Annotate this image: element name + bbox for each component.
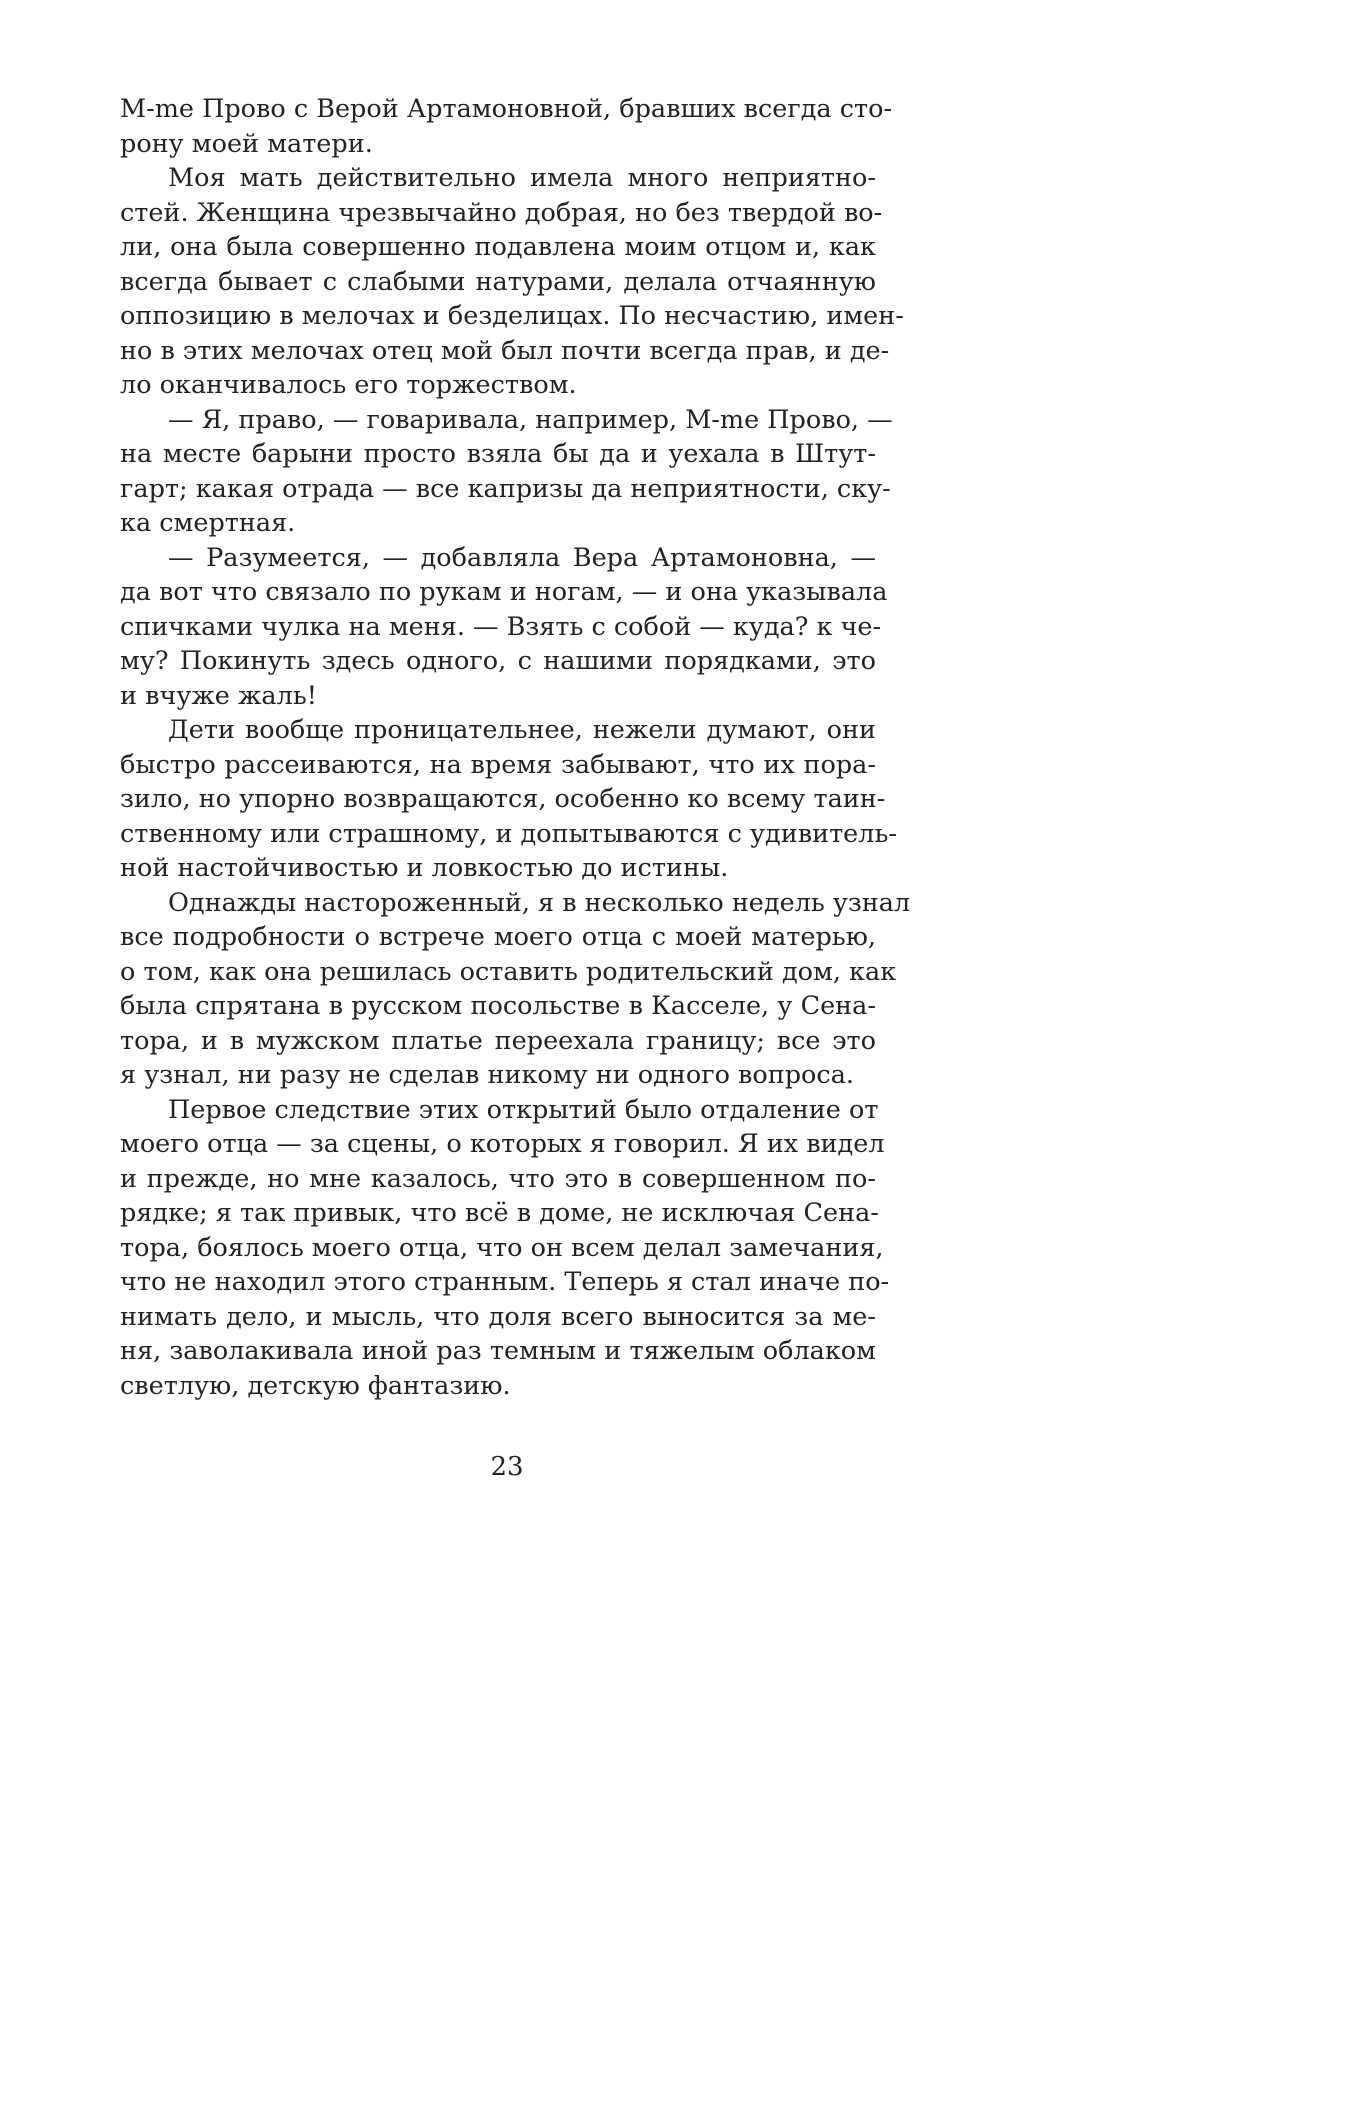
text-line: Моя мать действительно имела много неприятно-	[168, 163, 876, 193]
text-line: M-me Прово с Верой Артамоновной, бравших всегда сто-	[120, 94, 893, 124]
text-line: — Я, право, — говаривала, например, M-me Прово, —	[168, 404, 893, 435]
text-line: Дети вообще проницательнее, нежели думают, они	[168, 715, 876, 745]
text-line: тора, и в мужском платье переехала границу; все это	[120, 1025, 876, 1056]
text-line: но в этих мелочах отец мой был почти всегда прав, и де-	[120, 335, 890, 366]
text-line: Однажды настороженный, я в несколько недель узнал	[168, 887, 911, 918]
text-line: о том, как она решилась оставить родительский дом, как	[120, 956, 897, 987]
text-line: гарт; какая отрада — все капризы да неприятности, ску-	[120, 473, 891, 504]
text-line: спичками чулка на меня. — Взять с собой — куда? к че-	[120, 611, 882, 642]
text-line: рядке; я так привык, что всё в доме, не исключая Сена-	[120, 1198, 879, 1228]
text-line: ственному или страшному, и допытываются с удивитель-	[120, 818, 897, 849]
paragraph	[120, 403, 893, 541]
text-line: что не находил этого странным. Теперь я стал иначе по-	[120, 1267, 890, 1297]
text-line: и вчуже жаль!	[120, 680, 317, 711]
text-line: стей. Женщина чрезвычайно добрая, но без твердой во-	[120, 197, 883, 228]
text-line: ло оканчивалось его торжеством.	[120, 370, 577, 400]
text-line: моего отца — за сцены, о которых я говорил. Я их видел	[120, 1129, 885, 1159]
text-line: светлую, детскую фантазию.	[120, 1370, 511, 1401]
paragraph	[120, 161, 904, 403]
text-line: всегда бывает с слабыми натурами, делала отчаянную	[120, 266, 876, 297]
text-line: — Разумеется, — добавляла Вера Артамоновна, —	[168, 542, 876, 573]
text-line: нимать дело, и мысль, что доля всего выносится за ме-	[120, 1301, 876, 1332]
text-line: рону моей матери.	[120, 128, 373, 159]
text-line: Первое следствие этих открытий было отдаление от	[168, 1094, 879, 1125]
text-line: ной настойчивостью и ловкостью до истины.	[120, 853, 729, 883]
text-line: я узнал, ни разу не сделав никому ни одного вопроса.	[120, 1060, 854, 1090]
text-line: тора, боялось моего отца, что он всем делал замечания,	[120, 1232, 884, 1263]
text-line: да вот что связало по рукам и ногам, — и она указывала	[120, 577, 888, 607]
text-line: оппозицию в мелочах и безделицах. По несчастию, имен-	[120, 301, 904, 331]
text-line: ли, она была совершенно подавлена моим отцом и, как	[120, 232, 876, 262]
text-line: му? Покинуть здесь одного, с нашими порядками, это	[120, 646, 876, 676]
text-line: была спрятана в русском посольстве в Касселе, у Сена-	[120, 991, 876, 1021]
paragraph	[120, 92, 893, 161]
page-number: 23	[490, 1452, 524, 1482]
body-text	[120, 92, 911, 1403]
paragraph	[120, 1093, 890, 1404]
text-line: ня, заволакивала иной раз темным и тяжелым облаком	[120, 1336, 876, 1366]
paragraph	[120, 541, 888, 714]
text-line: и прежде, но мне казалось, что это в совершенном по-	[120, 1163, 876, 1194]
paragraph	[120, 886, 911, 1093]
text-line: на месте барыни просто взяла бы да и уехала в Штут-	[120, 439, 876, 469]
text-line: ка смертная.	[120, 508, 296, 538]
text-line: быстро рассеиваются, на время забывают, что их пора-	[120, 749, 876, 780]
paragraph	[120, 713, 897, 886]
text-line: зило, но упорно возвращаются, особенно ко всему таин-	[120, 784, 886, 814]
text-line: все подробности о встрече моего отца с моей матерью,	[120, 922, 876, 952]
